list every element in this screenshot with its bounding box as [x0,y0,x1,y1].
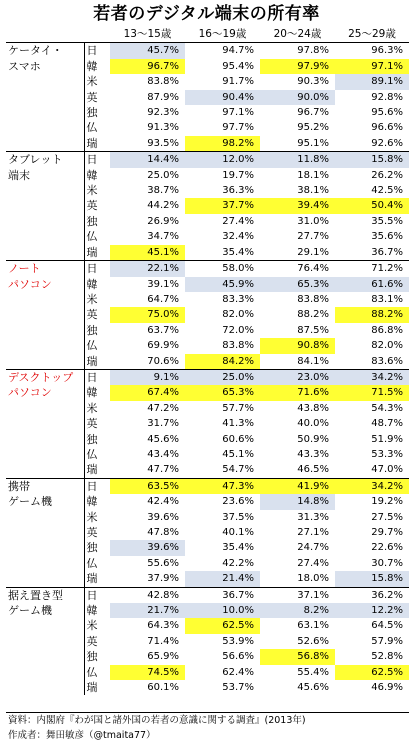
device-category-line: デスクトップ [8,370,74,384]
value-cell: 44.2% [147,200,179,212]
device-category-label [6,587,84,695]
device-category-line: 携帯 [8,479,30,493]
value-cell: 41.9% [260,478,335,494]
value-cell: 88.2% [297,309,329,321]
value-cell: 97.1% [335,59,409,74]
device-category-line: 据え置き型 [8,588,63,602]
value-cell: 93.5% [147,137,179,149]
value-cell: 92.3% [147,107,179,119]
country-label: 韓 [86,604,98,618]
value-cell: 43.4% [147,448,179,460]
table-row [6,587,409,603]
value-cell: 84.1% [297,355,329,367]
value-cell: 61.6% [335,277,409,292]
value-cell: 96.3% [335,43,409,59]
value-cell: 46.9% [371,682,403,694]
value-cell: 42.8% [110,587,185,603]
country-label: 米 [86,184,98,198]
value-cell: 83.6% [371,355,403,367]
value-cell: 50.9% [297,433,329,445]
value-cell: 45.6% [147,433,179,445]
value-cell: 62.5% [185,618,260,633]
value-cell: 82.0% [371,340,403,352]
device-category-line: ケータイ・ [8,44,63,58]
value-cell: 57.9% [371,635,403,647]
value-cell: 55.4% [297,666,329,678]
value-cell: 74.5% [110,665,185,680]
value-cell: 42.2% [222,557,254,569]
value-cell: 39.6% [110,540,185,555]
country-label: 瑞 [86,136,98,150]
country-label: 日 [84,369,110,385]
value-cell: 52.6% [297,635,329,647]
value-cell: 37.7% [185,198,260,213]
country-label: 独 [86,323,98,337]
country-label: 独 [86,541,98,555]
value-cell: 70.6% [147,355,179,367]
value-cell: 54.7% [222,464,254,476]
value-cell: 47.3% [185,478,260,494]
country-label: 独 [86,214,98,228]
value-cell: 98.2% [185,136,260,152]
value-cell: 35.4% [222,542,254,554]
country-label: 仏 [86,339,98,353]
country-label: 英 [86,90,98,104]
value-cell: 97.9% [260,59,335,74]
value-cell: 48.7% [371,418,403,430]
country-label: 日 [84,587,110,603]
country-label: 米 [86,619,98,633]
value-cell: 31.0% [297,215,329,227]
value-cell: 92.8% [371,91,403,103]
value-cell: 45.7% [110,43,185,59]
value-cell: 72.0% [222,324,254,336]
value-cell: 60.6% [222,433,254,445]
country-label: 米 [86,401,98,415]
value-cell: 58.0% [185,261,260,277]
ownership-table [6,27,409,695]
value-cell: 36.3% [222,185,254,197]
value-cell: 34.2% [335,369,409,385]
source-note: 資料：内閣府『わが国と諸外国の若者の意識に関する調査』(2013年) [8,715,306,726]
value-cell: 35.5% [371,215,403,227]
device-category-line: パソコン [8,386,52,400]
value-cell: 36.7% [185,587,260,603]
author-note: 作成者：舞田敏彦（@tmaita77） [8,730,156,741]
value-cell: 15.8% [335,152,409,168]
country-label: 韓 [86,386,98,400]
value-cell: 50.4% [335,198,409,213]
value-cell: 39.4% [260,198,335,213]
value-cell: 47.0% [371,464,403,476]
value-cell: 29.7% [371,527,403,538]
value-cell: 53.3% [371,448,403,460]
device-category-line: ノート [8,262,41,276]
value-cell: 19.2% [371,496,403,508]
country-label: 日 [84,261,110,277]
value-cell: 96.7% [297,107,329,119]
value-cell: 39.6% [147,511,179,523]
header-row [6,27,409,43]
value-cell: 22.6% [371,542,403,554]
country-label: 仏 [86,556,98,570]
table-row [6,369,409,385]
value-cell: 63.7% [147,324,179,336]
value-cell: 87.9% [147,91,179,103]
device-category-label [6,261,84,370]
value-cell: 27.5% [371,511,403,523]
value-cell: 43.8% [297,402,329,414]
value-cell: 75.0% [110,307,185,322]
value-cell: 95.6% [371,107,403,119]
country-label: 仏 [86,447,98,461]
value-cell: 55.6% [147,557,179,569]
value-cell: 87.5% [297,324,329,336]
value-cell: 41.3% [222,418,254,430]
value-cell: 47.8% [147,527,179,538]
device-category-line: ゲーム機 [8,604,52,618]
country-label: 仏 [86,665,98,679]
value-cell: 29.1% [297,246,329,258]
table-row [6,152,409,168]
country-label: 瑞 [86,681,98,695]
table-row [6,43,409,59]
value-cell: 34.7% [147,231,179,243]
value-cell: 64.7% [147,293,179,305]
value-cell: 95.4% [222,60,254,72]
country-label: 米 [86,510,98,524]
value-cell: 30.7% [371,557,403,569]
value-cell: 38.7% [147,185,179,197]
country-label: 米 [86,75,98,89]
device-category-label [6,369,84,478]
value-cell: 71.5% [335,385,409,400]
value-cell: 23.0% [260,369,335,385]
value-cell: 96.6% [371,122,403,134]
value-cell: 63.5% [110,478,185,494]
value-cell: 12.2% [335,603,409,618]
country-label: 仏 [86,121,98,135]
country-label: 瑞 [86,463,98,477]
value-cell: 19.7% [222,169,254,181]
value-cell: 23.6% [222,496,254,508]
country-label: 韓 [86,168,98,182]
country-label: 瑞 [86,245,98,259]
value-cell: 97.8% [260,43,335,59]
value-cell: 18.0% [297,573,329,585]
table-row [6,478,409,494]
value-cell: 42.5% [371,185,403,197]
value-cell: 31.3% [297,511,329,523]
value-cell: 65.9% [147,651,179,663]
value-cell: 83.8% [222,340,254,352]
value-cell: 57.7% [222,402,254,414]
value-cell: 69.9% [147,340,179,352]
value-cell: 94.7% [185,43,260,59]
country-label: 英 [86,526,98,539]
value-cell: 90.0% [260,90,335,105]
value-cell: 45.1% [222,448,254,460]
footer [6,712,409,743]
value-cell: 54.3% [371,402,403,414]
value-cell: 21.4% [185,571,260,587]
value-cell: 62.4% [222,666,254,678]
value-cell: 65.3% [260,277,335,292]
value-cell: 64.3% [147,620,179,632]
device-category-line: 端末 [8,168,30,182]
value-cell: 32.4% [222,231,254,243]
value-cell: 64.5% [371,620,403,632]
value-cell: 63.1% [297,620,329,632]
value-cell: 97.1% [222,107,254,119]
value-cell: 34.2% [335,478,409,494]
value-cell: 96.7% [110,59,185,74]
value-cell: 27.4% [297,557,329,569]
value-cell: 95.1% [297,137,329,149]
header-blank-country [84,27,110,43]
value-cell: 36.2% [335,587,409,603]
value-cell: 95.2% [297,122,329,134]
country-label: 日 [84,478,110,494]
value-cell: 25.0% [185,369,260,385]
value-cell: 10.0% [185,603,260,618]
value-cell: 83.3% [222,293,254,305]
device-category-label [6,43,84,152]
value-cell: 27.1% [297,527,329,538]
device-category-label [6,478,84,587]
value-cell: 37.1% [260,587,335,603]
value-cell: 83.8% [147,76,179,88]
country-label: 独 [86,106,98,120]
value-cell: 53.9% [222,635,254,647]
value-cell: 92.6% [371,137,403,149]
value-cell: 88.2% [335,307,409,322]
country-label: 日 [84,43,110,59]
country-label: 英 [86,634,98,648]
age-header: 13～15歳 [123,28,172,40]
value-cell: 86.8% [371,324,403,336]
age-header: 16～19歳 [198,28,247,40]
country-label: 韓 [86,59,98,73]
value-cell: 83.1% [371,293,403,305]
value-cell: 11.8% [260,152,335,168]
value-cell: 12.0% [185,152,260,168]
device-category-label [6,152,84,261]
country-label: 英 [86,308,98,322]
value-cell: 26.2% [371,169,403,181]
country-label: 英 [86,199,98,213]
country-label: 英 [86,417,98,431]
value-cell: 26.9% [147,215,179,227]
value-cell: 35.6% [371,231,403,243]
value-cell: 18.1% [297,169,329,181]
value-cell: 31.7% [147,418,179,430]
country-label: 韓 [86,495,98,509]
country-label: 日 [84,152,110,168]
value-cell: 53.7% [222,682,254,694]
value-cell: 97.7% [222,122,254,134]
value-cell: 56.8% [260,649,335,664]
value-cell: 71.4% [147,635,179,647]
value-cell: 60.1% [147,682,179,694]
country-label: 瑞 [86,572,98,586]
country-label: 瑞 [86,354,98,368]
value-cell: 37.5% [222,511,254,523]
value-cell: 90.3% [297,76,329,88]
value-cell: 22.1% [110,261,185,277]
value-cell: 15.8% [335,571,409,587]
value-cell: 71.2% [335,261,409,277]
header-blank [6,27,84,43]
value-cell: 56.6% [222,651,254,663]
value-cell: 43.3% [297,448,329,460]
device-category-line: タブレット [8,153,63,167]
value-cell: 27.4% [222,215,254,227]
value-cell: 90.8% [260,338,335,353]
value-cell: 82.0% [222,309,254,321]
country-label: 独 [86,650,98,664]
age-header: 25～29歳 [348,28,396,40]
value-cell: 36.7% [371,246,403,258]
table-row [6,261,409,277]
value-cell: 83.8% [297,293,329,305]
value-cell: 67.4% [110,385,185,400]
value-cell: 9.1% [110,369,185,385]
value-cell: 37.9% [147,573,179,585]
value-cell: 51.9% [371,433,403,445]
value-cell: 65.3% [185,385,260,400]
value-cell: 27.7% [297,231,329,243]
device-category-line: パソコン [8,277,52,291]
value-cell: 90.4% [185,90,260,105]
value-cell: 47.7% [147,464,179,476]
value-cell: 91.3% [147,122,179,134]
value-cell: 45.9% [185,277,260,292]
value-cell: 14.8% [260,494,335,509]
country-label: 米 [86,292,98,306]
device-category-line: スマホ [8,59,41,73]
value-cell: 24.7% [297,542,329,554]
country-label: 独 [86,432,98,446]
value-cell: 40.0% [297,418,329,430]
value-cell: 25.0% [147,169,179,181]
chart-title: 若者のデジタル端末の所有率 [93,4,320,24]
value-cell: 21.7% [110,603,185,618]
value-cell: 40.1% [222,527,254,538]
value-cell: 46.5% [297,464,329,476]
value-cell: 8.2% [260,603,335,618]
value-cell: 42.4% [147,496,179,508]
value-cell: 89.1% [335,74,409,89]
value-cell: 39.1% [147,278,179,290]
age-header: 20～24歳 [273,28,322,40]
value-cell: 62.5% [335,665,409,680]
value-cell: 91.7% [222,76,254,88]
value-cell: 38.1% [297,185,329,197]
value-cell: 14.4% [110,152,185,168]
device-category-line: ゲーム機 [8,495,52,509]
country-label: 仏 [86,230,98,244]
value-cell: 45.6% [297,682,329,694]
value-cell: 76.4% [260,261,335,277]
value-cell: 35.4% [222,246,254,258]
value-cell: 71.6% [260,385,335,400]
value-cell: 84.2% [185,354,260,370]
value-cell: 52.8% [371,651,403,663]
country-label: 韓 [86,277,98,291]
value-cell: 45.1% [110,245,185,261]
value-cell: 47.2% [147,402,179,414]
